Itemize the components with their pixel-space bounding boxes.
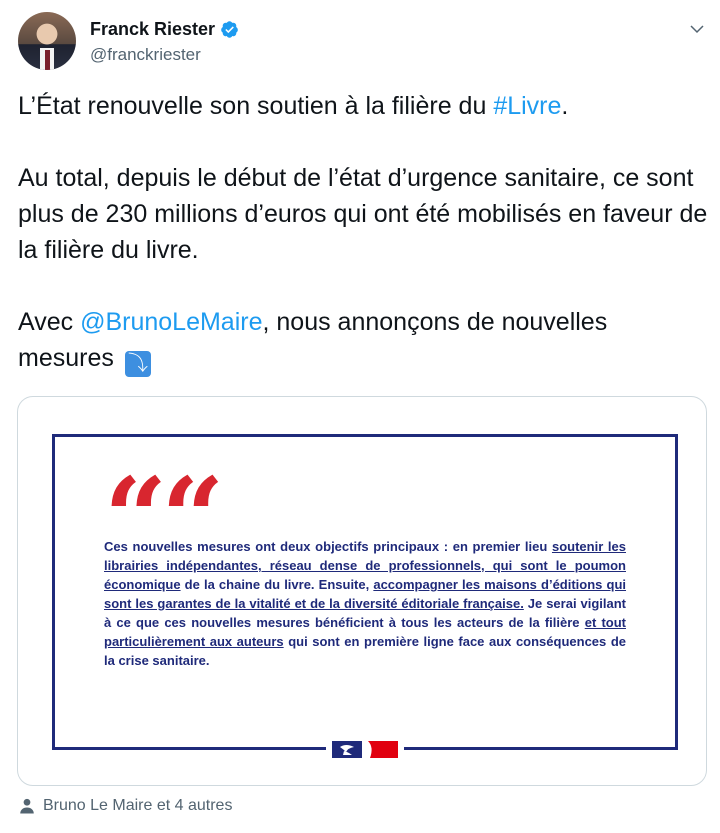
tweet-paragraph-1	[18, 88, 708, 124]
tagged-people-text[interactable]: Bruno Le Maire et 4 autres	[43, 797, 233, 814]
tweet-media-image[interactable]	[17, 396, 707, 786]
mention-brunolemaire[interactable]: @BrunoLeMaire	[80, 308, 263, 336]
tweet-paragraph-3	[18, 304, 708, 377]
person-icon	[18, 797, 36, 815]
tweet-text-segment: L’État renouvelle son soutien à la filière du	[18, 92, 494, 120]
avatar-tie	[45, 50, 50, 70]
quote-mark-glyph: “	[161, 453, 219, 582]
chevron-down-icon[interactable]	[688, 20, 706, 38]
quote-segment: de la chaine du livre. Ensuite,	[180, 577, 374, 592]
verified-badge-icon	[220, 20, 239, 39]
marianne-logo-icon	[330, 738, 400, 760]
quote-frame-bottom-left	[52, 747, 326, 750]
quote-frame-bottom-right	[404, 747, 675, 750]
avatar[interactable]	[18, 12, 76, 70]
quote-underlined-segment: accompagner les maisons d’éditions qui sont les garantes de la vitalité et de la diversité éditoriale française.	[104, 577, 627, 611]
quote-underlined-segment: et tout particulièrement aux auteurs	[104, 615, 626, 649]
hashtag-livre[interactable]: #Livre	[493, 92, 562, 120]
tweet-text-segment: .	[561, 92, 569, 120]
quote-segment: Je serai vigilant à ce que ces nouvelles mesures bénéficient à tous les acteurs de la filière	[104, 596, 627, 630]
quote-mark-glyph: “	[104, 453, 162, 582]
author-name-row[interactable]	[90, 19, 239, 40]
tweet-paragraph-2: Au total, depuis le début de l’état d’urgence sanitaire, ce sont plus de 230 millions d’euros qui ont été mobilisés en faveur de la filière du livre.	[18, 164, 708, 264]
author-handle[interactable]: @franckriester	[90, 45, 201, 64]
author-name[interactable]: Franck Riester	[90, 19, 216, 39]
tweet-text-segment: , nous annonçons de nouvelles mesures	[18, 308, 608, 372]
tagged-people[interactable]	[18, 797, 232, 815]
quote-text	[104, 537, 626, 670]
quote-segment: qui sont en première ligne face aux conséquences de la crise sanitaire.	[104, 634, 626, 668]
tweet-header	[18, 12, 708, 72]
tweet-text	[18, 88, 708, 377]
tweet-text-segment: Avec	[18, 308, 81, 336]
quote-underlined-segment: soutenir les librairies indépendantes, réseau dense de professionnels, qui sont le poumon économique	[104, 539, 626, 592]
quote-segment: Ces nouvelles mesures ont deux objectifs principaux : en premier lieu	[104, 539, 552, 554]
arrow-down-emoji-icon: ⤵	[125, 351, 151, 377]
